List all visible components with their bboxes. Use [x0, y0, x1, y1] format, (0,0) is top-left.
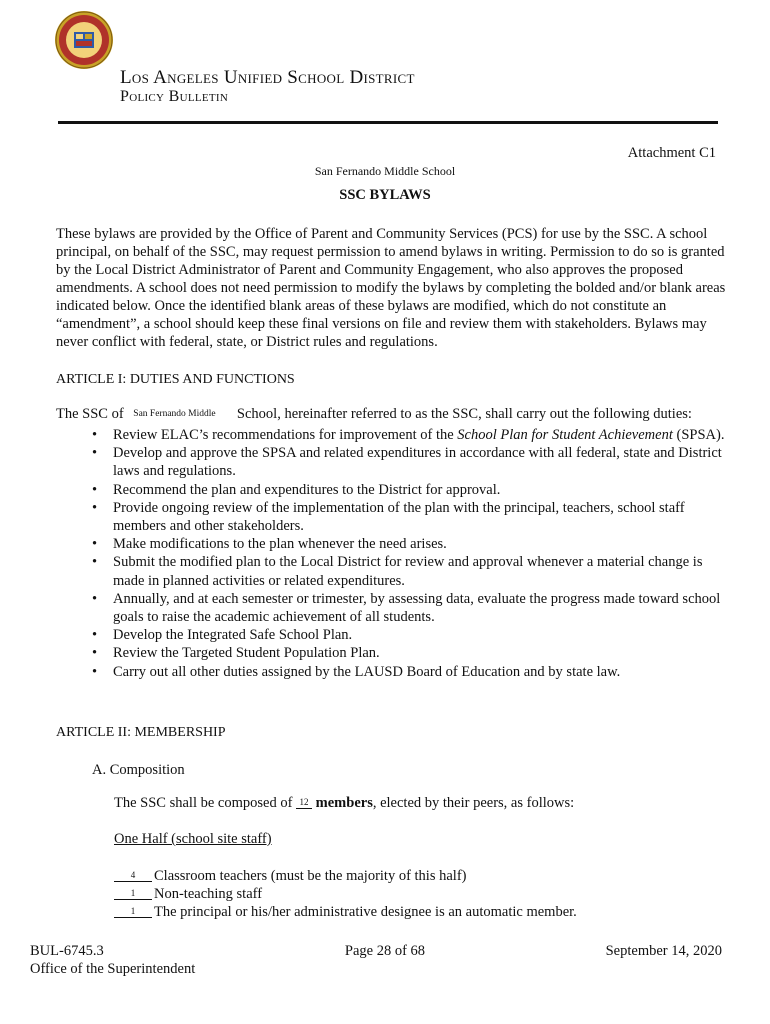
- document-title: SSC BYLAWS: [339, 187, 431, 203]
- staff-row: 1 Non-teaching staff: [114, 885, 577, 903]
- principal-count-field[interactable]: 1: [114, 906, 152, 918]
- composition-sentence: The SSC shall be composed of 12 members, elected by their peers, as follows:: [114, 795, 575, 811]
- school-name-fill: San Fernando Middle: [133, 409, 216, 419]
- nonteaching-count-field[interactable]: 1: [114, 888, 152, 900]
- teacher-count-field[interactable]: 4: [114, 870, 152, 882]
- publish-date: September 14, 2020: [605, 943, 722, 959]
- list-item: • Develop and approve the SPSA and related expenditures in accordance with all federal, state and District laws and regulations.: [56, 444, 726, 480]
- staff-half-label: One Half (school site staff): [114, 831, 272, 847]
- list-item: • Submit the modified plan to the Local District for review and approval whenever a material change is made in planned activities or related expenditures.: [56, 553, 726, 589]
- district-seal-icon: [54, 10, 114, 70]
- article-1-heading: ARTICLE I: DUTIES AND FUNCTIONS: [56, 372, 295, 387]
- staff-composition-rows: [114, 867, 577, 921]
- school-name: San Fernando Middle School: [314, 164, 456, 178]
- doc-number: BUL-6745.3: [30, 943, 104, 959]
- staff-row: 4 Classroom teachers (must be the majority of this half): [114, 867, 577, 885]
- office-label: Office of the Superintendent: [30, 961, 196, 977]
- lead-prefix: The SSC of: [56, 406, 124, 422]
- staff-row: 1 The principal or his/her administrative designee is an automatic member.: [114, 903, 577, 921]
- list-item: • Review the Targeted Student Population Plan.: [56, 644, 726, 662]
- list-item: • Develop the Integrated Safe School Plan.: [56, 626, 726, 644]
- page-number: Page 28 of 68: [344, 943, 426, 959]
- org-name: Los Angeles Unified School District: [120, 67, 415, 88]
- header-rule: [58, 121, 718, 124]
- article-2-heading: ARTICLE II: MEMBERSHIP: [56, 725, 226, 740]
- intro-paragraph: These bylaws are provided by the Office of Parent and Community Services (PCS) for use by the SSC. A school principal, on behalf of the SSC, may request permission to amend bylaws in writing. Permission to do so is granted by the Local District Administrator of Parent and Community Engagement, who also approves the proposed amendments. A school does not need permission to modify the bylaws by completing the bolded and/or blank areas indicated below. Once the identified blank areas of these bylaws are modified, which do not constitute an “amendment”, a school should keep these final versions on file and review them with stakeholders. Bylaws may never conflict with federal, state, or District rules and regulations.: [56, 226, 726, 350]
- duties-list: [56, 426, 726, 681]
- member-count-field[interactable]: 12: [296, 797, 312, 809]
- article-1-lead: [56, 406, 692, 423]
- list-item: • Provide ongoing review of the implementation of the plan with the principal, teachers, school staff members and other stakeholders.: [56, 499, 726, 535]
- list-item: • Make modifications to the plan whenever the need arises.: [56, 535, 726, 553]
- attachment-label: Attachment C1: [627, 145, 716, 161]
- list-item: • Review ELAC’s recommendations for improvement of the School Plan for Student Achievement (SPSA).: [56, 426, 726, 444]
- list-item: • Recommend the plan and expenditures to the District for approval.: [56, 481, 726, 499]
- list-item: • Carry out all other duties assigned by the LAUSD Board of Education and by state law.: [56, 663, 726, 681]
- bulletin-label: Policy Bulletin: [120, 88, 229, 105]
- composition-subheading: A. Composition: [92, 762, 185, 778]
- list-item: • Annually, and at each semester or trimester, by assessing data, evaluate the progress made toward school goals to raise the academic achievement of all students.: [56, 590, 726, 626]
- lead-suffix: School, hereinafter referred to as the SSC, shall carry out the following duties:: [236, 406, 692, 422]
